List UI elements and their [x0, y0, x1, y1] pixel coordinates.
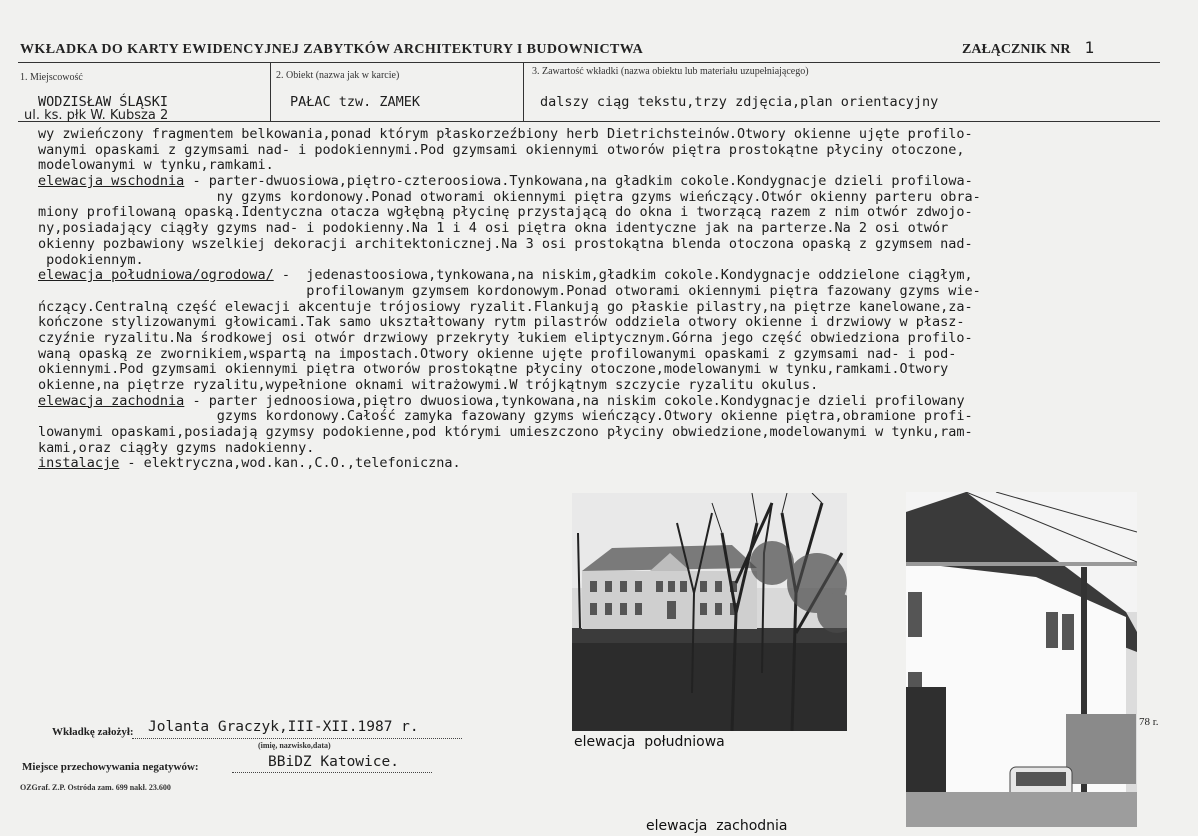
photo-south-facade — [572, 493, 847, 731]
header-rule-bottom — [18, 121, 1160, 122]
line-text: ny,posiadający ciągły gzyms nad- i podokienny.Na 1 i 4 osi piętra okna identyczne jak na parterze.Na 2 osi otwór — [38, 220, 949, 237]
line-text: kami,oraz ciągły gzyms nadokienny. — [38, 439, 315, 456]
line-text: - parter-dwuosiowa,piętro-czteroosiowa.Tynkowana,na gładkim cokole.Kondygnacje dzieli profilowa- — [184, 173, 973, 190]
line-text: modelowanymi w tynku,ramkami. — [38, 157, 274, 174]
line-text: profilowanym gzymsem kordonowym.Ponad otworami okiennymi piętra fazowany gzyms wie- — [38, 282, 981, 299]
locality-label: 1. Miejscowość — [20, 72, 83, 83]
caption-west: elewacja zachodnia — [646, 818, 788, 834]
text-line — [38, 158, 1188, 174]
line-text: okienne,na piętrze ryzalitu,wypełnione oknami witrażowymi.W trójkątnym szczycie ryzalitu okulus. — [38, 377, 819, 393]
text-line — [38, 456, 1188, 472]
text-line — [38, 174, 1188, 190]
locality-address: ul. ks. płk W. Kubsza 2 — [24, 108, 169, 123]
text-line — [38, 190, 1188, 206]
form-title: WKŁADKA DO KARTY EWIDENCYJNEJ ZABYTKÓW ARCHITEKTURY I BUDOWNICTWA — [20, 42, 644, 57]
author-line — [132, 738, 462, 739]
text-line — [38, 425, 1188, 441]
line-text: - parter jednoosiowa,piętro dwuosiowa,tynkowana,na niskim cokole.Kondygnacje dzieli profilowany — [184, 392, 965, 409]
content-value: dalszy ciąg tekstu,trzy zdjęcia,plan orientacyjny — [540, 94, 939, 110]
author-hint: (imię, nazwisko,data) — [258, 741, 331, 750]
section-heading: instalacje — [38, 455, 120, 472]
text-line — [38, 127, 1188, 143]
section-heading: elewacja południowa/ogrodowa/ — [38, 267, 274, 284]
text-line — [38, 300, 1188, 316]
line-text: okiennymi.Pod gzymsami okiennymi piętra otworów prostokątne płyciny otoczone,modelowanymi w tynku,ramkami.Otwory — [38, 361, 949, 378]
section-heading: elewacja zachodnia — [38, 392, 185, 409]
line-text: lowanymi opaskami,posiadają gzymsy podokienne,pod którymi umieszczono płyciny obwiedzione,modelowanymi w tynku,ram- — [38, 424, 973, 441]
line-text: podokiennym. — [38, 251, 144, 268]
photo-west-facade — [906, 492, 1137, 827]
locality-value: WODZISŁAW ŚLĄSKI — [38, 94, 169, 110]
printer-note: OZGraf. Z.P. Ostróda zam. 699 nakł. 23.600 — [20, 783, 171, 792]
text-line — [38, 253, 1188, 269]
object-value: PAŁAC tzw. ZAMEK — [290, 94, 421, 110]
text-line — [38, 284, 1188, 300]
text-line — [38, 331, 1188, 347]
text-line — [38, 205, 1188, 221]
line-text: okienny pozbawiony wszelkiej dekoracji architektonicznej.Na 3 osi prostokątna blenda otoczona opaską z gzymsem nad- — [38, 235, 973, 252]
line-text: ńczący.Centralną część elewacji akcentuje trójosiowy ryzalit.Flankują go płaskie pilastry,na piętrze kanelowane,za- — [38, 298, 973, 315]
line-text: czyźnie ryzalitu.Na środkowej osi otwór drzwiowy przekryty łukiem eliptycznym.Górna jego część obwiedziona profilo- — [38, 329, 973, 346]
negatives-value: BBiDZ Katowice. — [268, 754, 399, 770]
description-text — [38, 127, 1188, 472]
line-text: kończone stylizowanymi głowicami.Tak samo ukształtowany rytm pilastrów oddziela otwory okienne i drzwiowy w płasz- — [38, 314, 965, 331]
text-line — [38, 221, 1188, 237]
stamp-fragment: 78 r. — [1139, 716, 1159, 728]
field-divider-1 — [270, 62, 271, 121]
text-line — [38, 315, 1188, 331]
section-heading: elewacja wschodnia — [38, 173, 185, 190]
text-line — [38, 441, 1188, 457]
line-text: - elektryczna,wod.kan.,C.O.,telefoniczna. — [119, 455, 461, 472]
object-label: 2. Obiekt (nazwa jak w karcie) — [276, 70, 400, 81]
line-text: wy zwieńczony fragmentem belkowania,ponad którym płaskorzeźbiony herb Dietrichsteinów.Otwory okienne ujęte profilo- — [38, 126, 973, 142]
text-line — [38, 143, 1188, 159]
text-line — [38, 237, 1188, 253]
attachment-value: 1 — [1084, 38, 1095, 57]
text-line — [38, 347, 1188, 363]
line-text: waną opaską ze zwornikiem,wspartą na impostach.Otwory okienne ujęte profilowanymi opaskami z gzymsami nad- i pod- — [38, 345, 957, 362]
content-label: 3. Zawartość wkładki (nazwa obiektu lub materiału uzupełniającego) — [532, 66, 809, 77]
attachment-number — [962, 38, 1094, 58]
author-value: Jolanta Graczyk,III-XII.1987 r. — [148, 719, 419, 735]
text-line — [38, 268, 1188, 284]
text-line — [38, 394, 1188, 410]
text-line — [38, 378, 1188, 394]
line-text: ny gzyms kordonowy.Ponad otworami okiennymi piętra gzyms wieńczący.Otwór okienny parteru obra- — [38, 188, 981, 205]
negatives-label: Miejsce przechowywania negatywów: — [22, 761, 199, 773]
line-text: gzyms kordonowy.Całość zamyka fazowany gzyms wieńczący.Otwory okienne piętra,obramione profi- — [38, 408, 973, 425]
header-rule-top — [18, 62, 1160, 63]
author-label: Wkładkę założył: — [52, 726, 134, 738]
line-text: miony profilowaną opaską.Identyczna otacza wgłębną płycinę przystającą do okna i tworzącą razem z nim otwór zdwojo- — [38, 204, 973, 221]
field-divider-2 — [523, 62, 524, 121]
line-text: - jedenastoosiowa,tynkowana,na niskim,gładkim cokole.Kondygnacje oddzielone ciągłym, — [273, 267, 973, 284]
caption-south: elewacja południowa — [574, 734, 725, 750]
line-text: wanymi opaskami z gzymsami nad- i podokiennymi.Pod gzymsami okiennymi otworów piętra prostokątne płyciny otoczone, — [38, 141, 965, 158]
text-line — [38, 409, 1188, 425]
negatives-line — [232, 772, 432, 773]
attachment-label: ZAŁĄCZNIK NR — [962, 42, 1071, 57]
text-line — [38, 362, 1188, 378]
